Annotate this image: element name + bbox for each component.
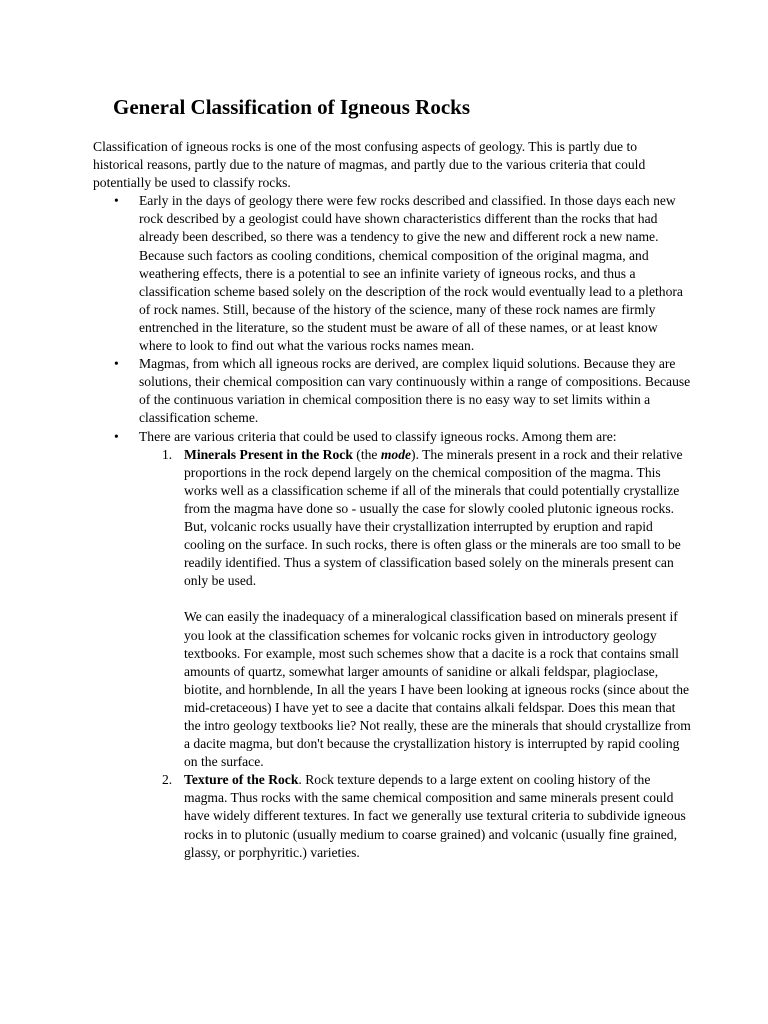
criteria-text: . The minerals present in a rock and their relative proportions in the rock depend largely on the chemical composition of the magma. This works well as a classification scheme if all of the minerals that could potentially crystallize from the magma have done so - usually the case for slowly cooled plutonic igneous rocks. But, volcanic rocks usually have their crystallization interrupted by eruption and rapid cooling on the surface. In such rocks, there is often glass or the minerals are too small to be readily identified. Thus a system of classification based solely on the minerals present can only be used. — [184, 446, 683, 589]
criteria-number: 1. — [162, 446, 173, 462]
criteria-list — [139, 446, 691, 862]
criteria-paragraph — [184, 446, 691, 591]
document-body — [93, 138, 691, 862]
criteria-heading: Texture of the Rock — [184, 772, 299, 788]
criteria-paren-close: ) — [411, 446, 416, 462]
criteria-paren-open: (the — [352, 446, 381, 462]
criteria-paragraph — [184, 771, 691, 861]
bullet-item-criteria-text: There are various criteria that could be used to classify igneous rocks. Among them are: — [139, 428, 617, 444]
criteria-number: 2. — [162, 772, 173, 788]
bullet-item-criteria — [139, 428, 691, 862]
bullet-list — [93, 192, 691, 861]
bullet-item-history: • Early in the days of geology there were few rocks described and classified. In those days each new rock described by a geologist could have shown characteristics different than the rocks that had already been described, so there was a tendency to give the new and different rock a new name. Because such factors as cooling conditions, chemical composition of the original magma, and weathering effects, there is a potential to see an infinite variety of igneous rocks, and thus a classification scheme based solely on the description of the rock would eventually lead to a plethora of rock names. Still, because of the history of the science, many of these rock names are firmly entrenched in the literature, so the student must be aware of all of these names, or at least know where to look to find out what the various rocks names mean. — [139, 192, 691, 355]
intro-paragraph: Classification of igneous rocks is one of the most confusing aspects of geology. This is partly due to historical reasons, partly due to the nature of magmas, and partly due to the various criteria that could potentially be used to classify rocks. — [93, 139, 646, 191]
criteria-item-texture — [162, 771, 691, 861]
criteria-text: . Rock texture depends to a large extent on cooling history of the magma. Thus rocks with the same chemical composition and same minerals present could have widely different textures. In fact we generally use textural criteria to subdivide igneous rocks in to plutonic (usually medium to coarse grained) and volcanic (usually fine grained, glassy, or porphyritic.) varieties. — [184, 772, 686, 860]
criteria-heading: Minerals Present in the Rock — [184, 446, 353, 462]
bullet-item-magmas: • Magmas, from which all igneous rocks are derived, are complex liquid solutions. Because they are solutions, their chemical composition can vary continuously within a range of compositions. Because of the continuous variation in chemical composition there is no easy way to set limits within a classification scheme. — [139, 355, 691, 427]
criteria-item-minerals — [162, 446, 691, 772]
mode-term: mode — [380, 446, 412, 462]
criteria-paragraph-dacite: We can easily the inadequacy of a mineralogical classification based on minerals present if you look at the classification schemes for volcanic rocks given in introductory geology textbooks. For example, most such schemes show that a dacite is a rock that contains small amounts of quartz, somewhat larger amounts of sanidine or alkali feldspar, plagioclase, biotite, and hornblende, In all the years I have been looking at igneous rocks (since about the mid-cretaceous) I have yet to see a dacite that contains alkali feldspar. Does this mean that the intro geology textbooks lie? Not really, these are the minerals that should crystallize from a dacite magma, but don't because the crystallization history is interrupted by rapid cooling on the surface. — [184, 609, 691, 770]
document-title: General Classification of Igneous Rocks — [113, 95, 470, 119]
